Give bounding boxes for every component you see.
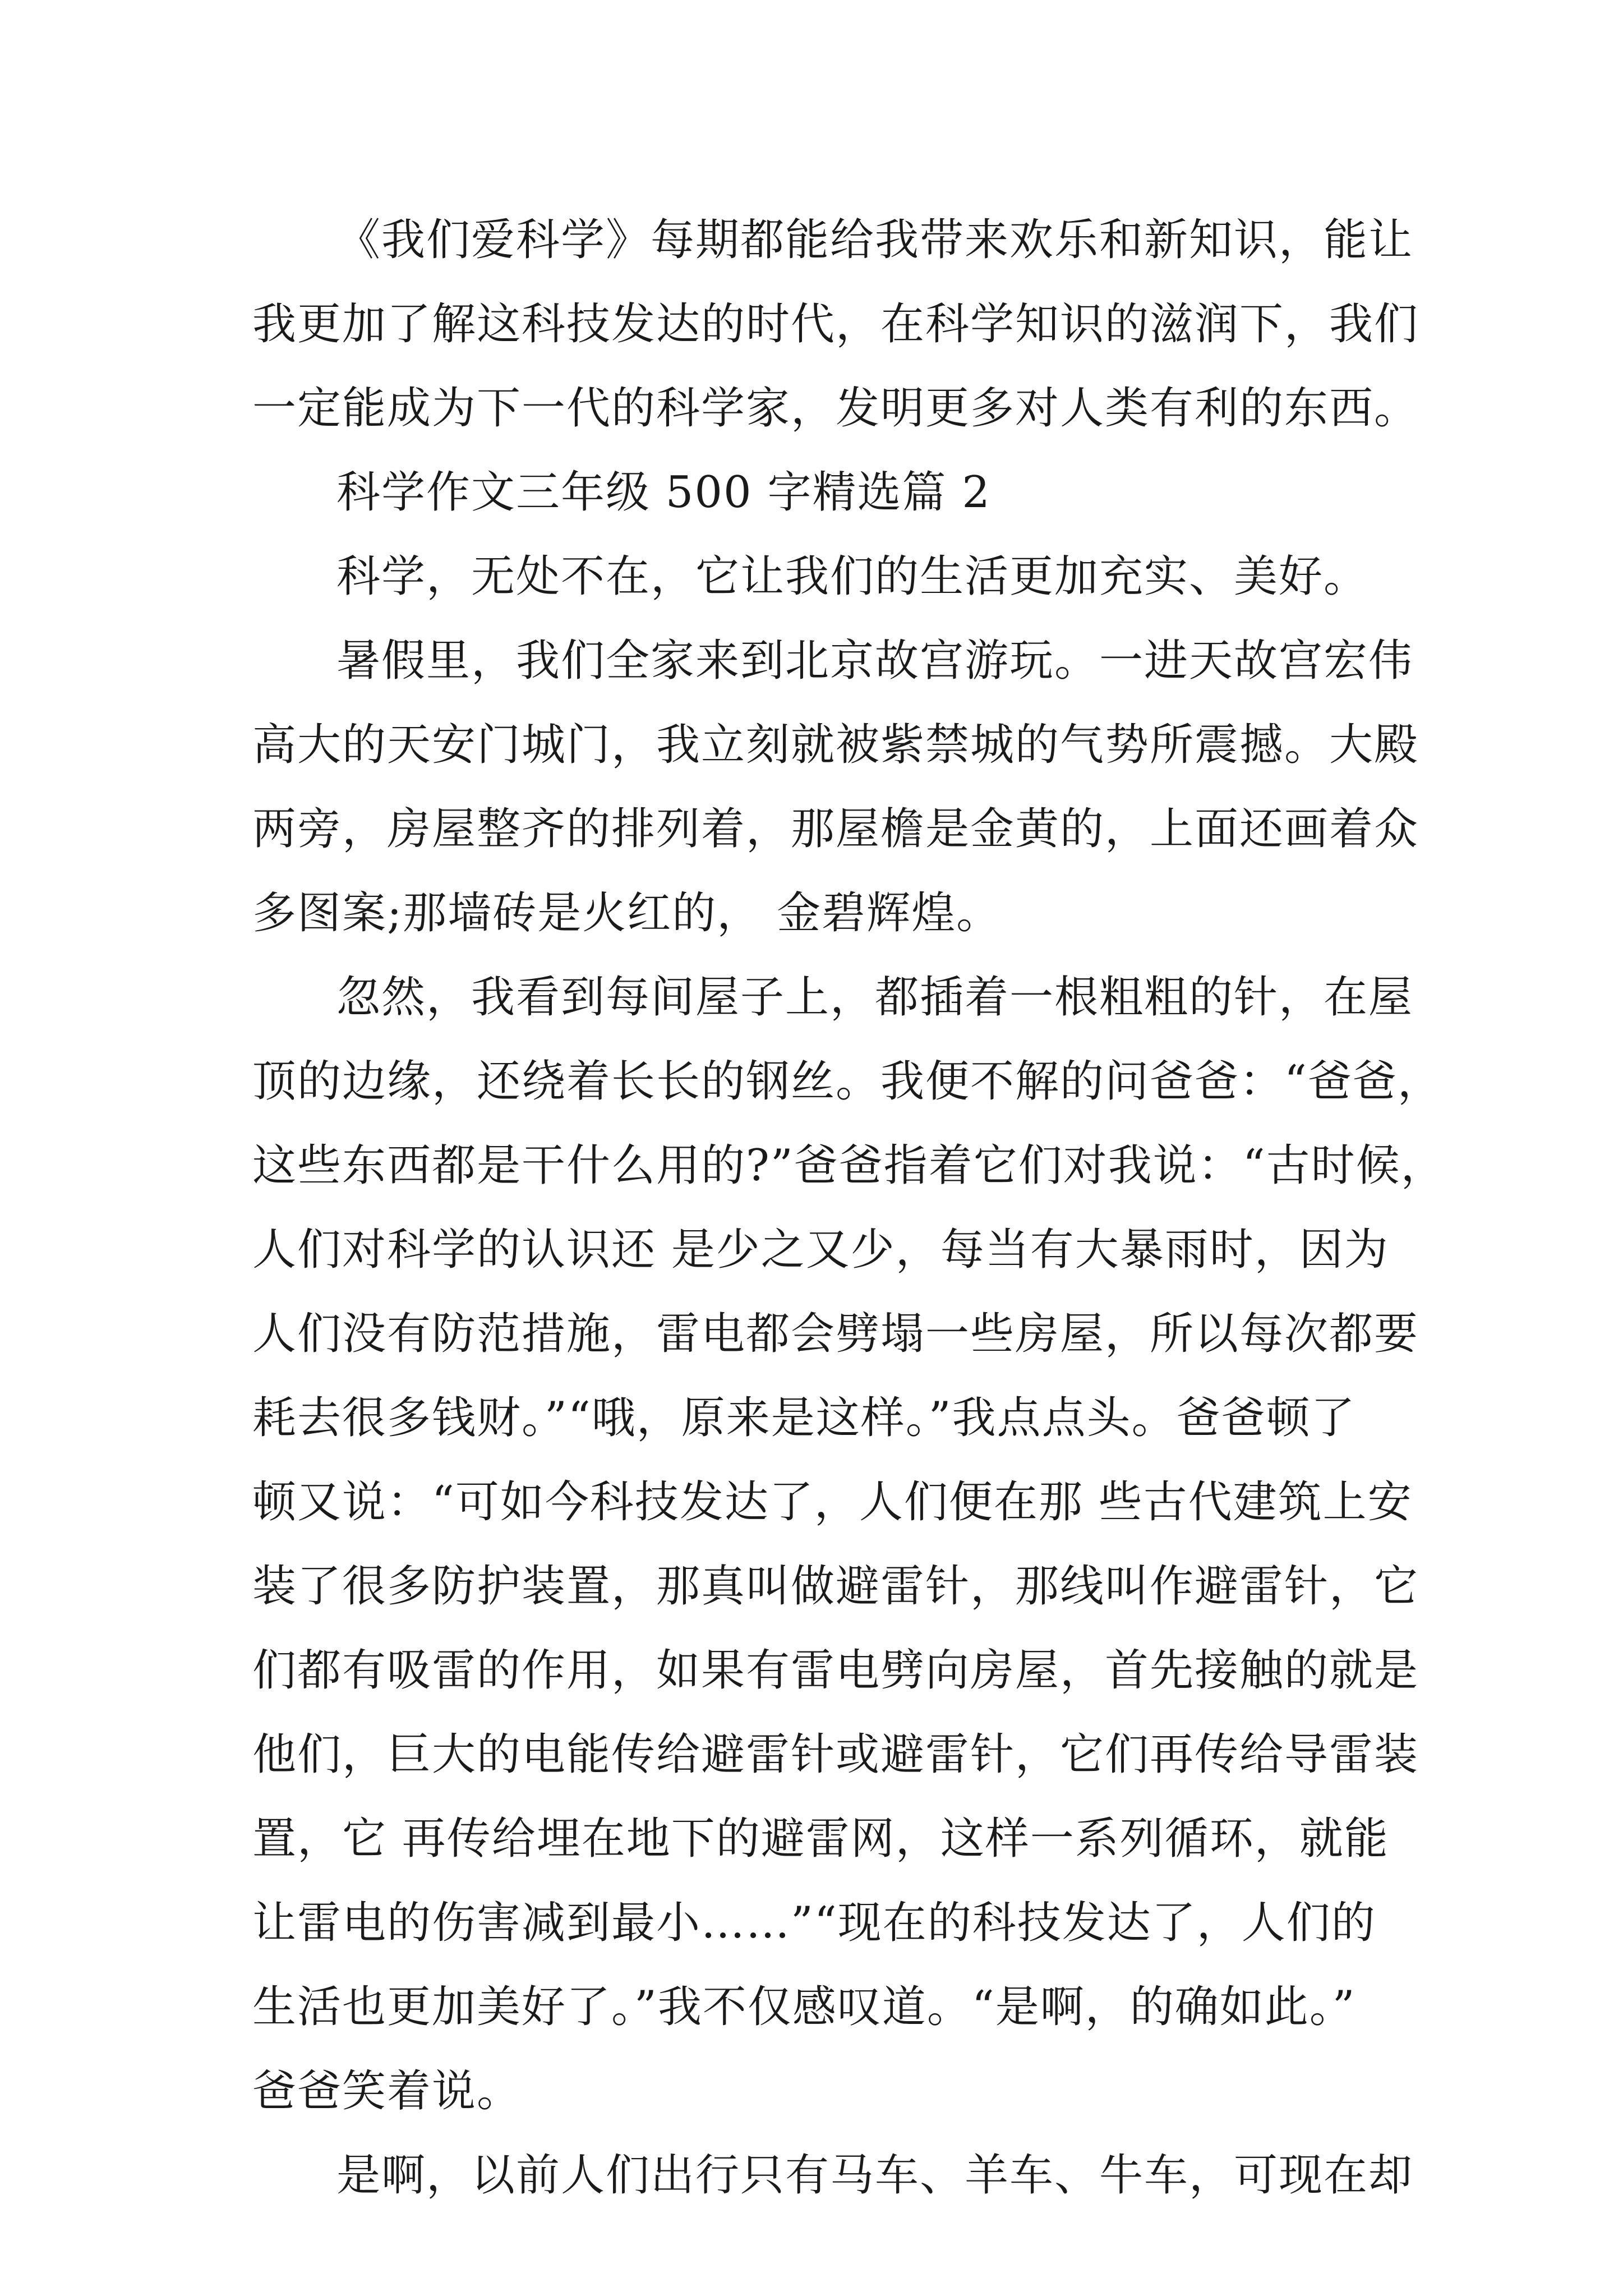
paragraph-line: 科学，无处不在，它让我们的生活更加充实、美好。 <box>336 551 1369 602</box>
paragraph-line: 置，它 再传给埋在地下的避雷网，这样一系列循环，就能 <box>252 1814 1389 1864</box>
paragraph-line: 两旁，房屋整齐的排列着，那屋檐是金黄的，上面还画着众 <box>252 804 1419 854</box>
paragraph-line: 人们没有防范措施，雷电都会劈塌一些房屋，所以每次都要 <box>252 1309 1419 1359</box>
paragraph-line: 是啊，以前人们出行只有马车、羊车、牛车，可现在却 <box>336 2150 1414 2201</box>
paragraph-line: 他们，巨大的电能传给避雷针或避雷针，它们再传给导雷装 <box>252 1729 1419 1780</box>
paragraph-line: 人们对科学的认识还 是少之又少，每当有大暴雨时，因为 <box>252 1225 1389 1275</box>
paragraph-line: 多图案;那墙砖是火红的， 金碧辉煌。 <box>252 888 1002 938</box>
paragraph-line: 《我们爱科学》每期都能给我带来欢乐和新知识，能让 <box>336 215 1414 265</box>
paragraph-line: 生活也更加美好了。”我不仅感叹道。“是啊，的确如此。” <box>252 1982 1356 2032</box>
paragraph-line: 顿又说：“可如今科技发达了，人们便在那 些古代建筑上安 <box>252 1477 1413 1527</box>
paragraph-line: 暑假里，我们全家来到北京故宫游玩。一进天故宫宏伟 <box>336 636 1414 686</box>
paragraph-line: 们都有吸雷的作用，如果有雷电劈向房屋，首先接触的就是 <box>252 1645 1419 1696</box>
paragraph-line: 让雷电的伤害减到最小……”“现在的科技发达了，人们的 <box>252 1898 1376 1948</box>
paragraph-line: 装了很多防护装置，那真叫做避雷针，那线叫作避雷针，它 <box>252 1561 1419 1612</box>
paragraph-line: 这些东西都是干什么用的?”爸爸指着它们对我说：“古时候， <box>252 1140 1446 1191</box>
paragraph-line: 忽然，我看到每间屋子上，都插着一根粗粗的针，在屋 <box>336 972 1414 1023</box>
paragraph-line: 我更加了解这科技发达的时代，在科学知识的滋润下，我们 <box>252 299 1419 349</box>
paragraph-line: 高大的天安门城门，我立刻就被紫禁城的气势所震撼。大殿 <box>252 720 1419 770</box>
paragraph-line: 顶的边缘，还绕着长长的钢丝。我便不解的问爸爸：“爸爸， <box>252 1056 1442 1107</box>
paragraph-line: 耗去很多钱财。”“哦，原来是这样。”我点点头。爸爸顿了 <box>252 1393 1356 1443</box>
section-heading: 科学作文三年级 500 字精选篇 2 <box>336 467 991 518</box>
paragraph-line: 爸爸笑着说。 <box>252 2066 522 2116</box>
paragraph-line: 一定能成为下一代的科学家，发明更多对人类有利的东西。 <box>252 383 1419 434</box>
